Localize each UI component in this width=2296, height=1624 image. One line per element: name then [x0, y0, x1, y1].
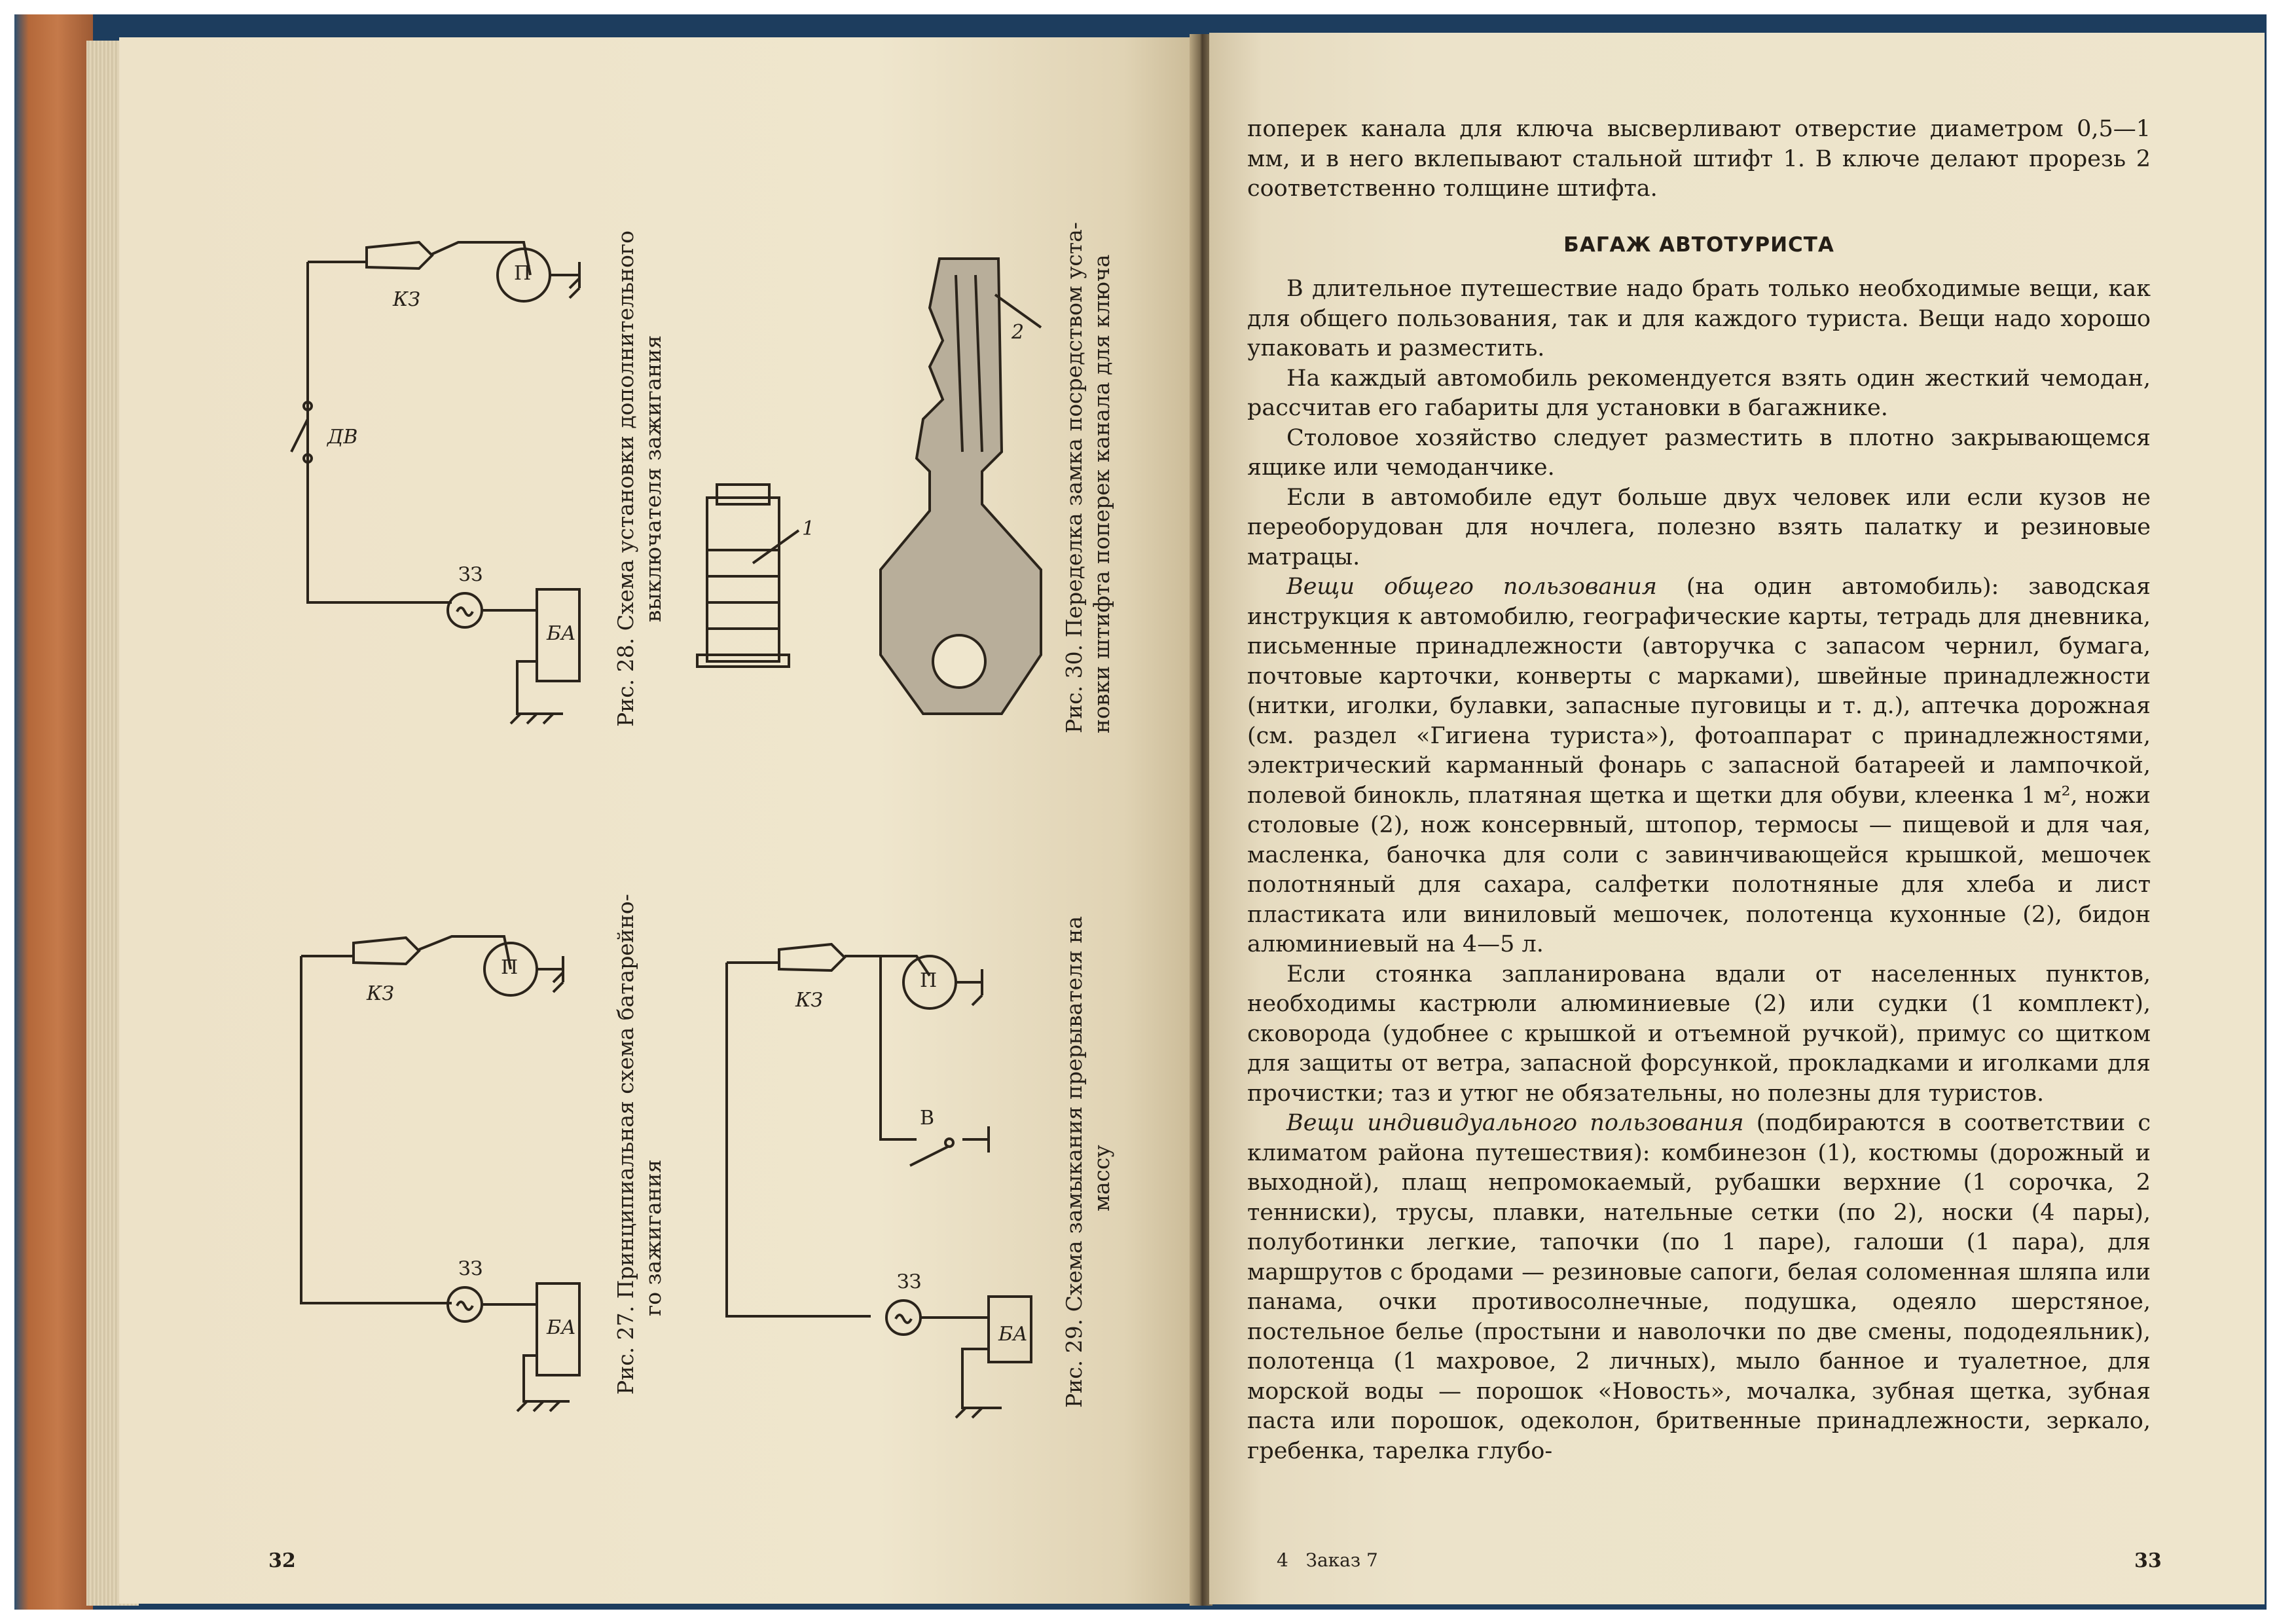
- fig27-distributor-label: П: [501, 956, 519, 979]
- fig27-coil-label: КЗ: [367, 982, 394, 1005]
- fig28-caption-line2: выключателя зажигания: [640, 335, 666, 623]
- general-use-text: (на один автомобиль): заводская инструкция к автомобилю, географические карты, тетрадь для дневника, письменные принадлежности (авторучка с запасом чернил, бумага, почтовые карточки, конверты с марками), швейные принадлежности (нитки, иголки, булавки, запасные пуговицы и т. д.), аптечка дорожная (см. раздел «Гигиена туриста»), фотоаппарат с принадлежностями, электрический карманный фонарь с запасной батареей и лампочкой, полевой бинокль, платяная щетка и щетки для обуви, клеенка 1 м², ножи столовые (2), нож консервный, штопор, термосы — пищевой и для чая, масленка, баночка для соли с завинчивающейся крышкой, мешочек полотняный для сахара, салфетки полотняные для хлеба и лист пластиката или виниловый мешочек, полотенца кухонные (2), бидон алюминиевый на 4—5 л.: [1247, 574, 2151, 957]
- general-use-paragraph: [1247, 572, 2151, 960]
- fig29-caption-line1: Рис. 29. Схема замыкания прерывателя на: [1061, 915, 1087, 1408]
- fig27-caption-line2: го зажигания: [640, 1159, 666, 1316]
- fig29-caption-line2: массу: [1089, 1145, 1114, 1211]
- paragraph: Если в автомобиле едут больше двух человек или если кузов не переоборудован для ночлега, полезно взять палатку и резиновые матрацы.: [1247, 484, 2151, 570]
- fig28-schematic: [291, 242, 579, 724]
- fig27-schematic: [301, 936, 579, 1411]
- remote-paragraph: Если стоянка запланирована вдали от населенных пунктов, необходимы кастрюли алюминиевые (2) или судки (1 комплект), сковорода (удобнее с крышкой и отъемной ручкой), примус со щитком для защиты от ветра, запасной форсункой, прокладками и иголками для прочистки; таз и утюг не обязательны, но полезны для туристов.: [1247, 961, 2151, 1107]
- fig29-caption: [1061, 916, 1116, 1408]
- fig28-caption: [612, 231, 667, 727]
- fig28-caption-line1: Рис. 28. Схема установки дополнительного: [613, 231, 638, 727]
- fig28-distributor-label: П: [514, 262, 532, 285]
- fig30-caption: [1061, 222, 1116, 733]
- paragraph: Столовое хозяйство следует разместить в плотно закрывающемся ящике или чемоданчике.: [1247, 424, 2151, 481]
- fig27-caption-line1: Рис. 27. Принципиальная схема батарейно-: [613, 894, 638, 1395]
- fig29-coil-label: КЗ: [795, 989, 823, 1012]
- fig30-slot-label: 2: [1011, 321, 1025, 344]
- fig27-generator-label: ЗЗ: [458, 1257, 483, 1280]
- section-heading: БАГАЖ АВТОТУРИСТА: [1563, 232, 1834, 257]
- general-use-lead: Вещи общего пользования: [1286, 574, 1657, 600]
- fig28-coil-label: КЗ: [393, 288, 420, 311]
- fig27-caption: [612, 894, 667, 1395]
- paragraph: На каждый автомобиль рекомендуется взять один жесткий чемодан, рассчитав его габариты для установки в багажнике.: [1247, 365, 2151, 421]
- fig28-switch-label: ДВ: [327, 426, 358, 449]
- right-page-text: [1247, 115, 2151, 1466]
- footer-order-mark: 4 Заказ 7: [1277, 1549, 1378, 1571]
- left-page-number: 32: [268, 1549, 296, 1572]
- continuation-paragraph: поперек канала для ключа высверливают отверстие диаметром 0,5—1 мм, и в него вклепывают стальной штифт 1. В ключе делают прорезь 2 соответственно толщине штифта.: [1247, 116, 2151, 202]
- fig28-battery-label: БА: [547, 622, 576, 645]
- individual-use-paragraph: [1247, 1109, 2151, 1466]
- fig28-generator-label: ЗЗ: [458, 563, 483, 586]
- fig27-battery-label: БА: [547, 1316, 576, 1339]
- fig30-caption-line1: Рис. 30. Переделка замка посредством уста-: [1061, 222, 1087, 733]
- fig29-distributor-label: П: [920, 969, 938, 992]
- fig29-schematic: [727, 944, 1031, 1418]
- fig30-caption-line2: новки штифта поперек канала для ключа: [1089, 254, 1114, 733]
- fig30-lock-drawing: [697, 485, 799, 667]
- individual-use-lead: Вещи индивидуального пользования: [1286, 1110, 1744, 1136]
- fig30-pin-label: 1: [802, 517, 815, 540]
- right-page-number: 33: [2134, 1549, 2162, 1572]
- fig29-battery-label: БА: [998, 1323, 1028, 1346]
- individual-use-text: (подбираются в соответствии с климатом района путешествия): комбинезон (1), костюмы (дорожный и выходной), плащ непромокаемый, рубашки верхние (1 сорочка, 2 тенниски), трусы, плавки, нательные сетки (по 2), носки (4 пары), полуботинки легкие, тапочки (по 1 паре), галоши (1 пара), для маршрутов с бродами — резиновые сапоги, белая соломенная шляпа или панама, очки противосолнечные, подушка, одеяло шерстяное, постельное белье (простыни и наволочки по две смены, пододеяльник), полотенца (1 махровое, 2 личных), мыло банное и туалетное, для морской воды — порошок «Новость», мочалка, зубная щетка, зубная паста или порошок, одеколон, бритвенные принадлежности, зеркало, гребенка, тарелка глубо-: [1247, 1110, 2151, 1464]
- fig29-switch-label: В: [920, 1107, 935, 1130]
- fig29-generator-label: ЗЗ: [897, 1270, 922, 1293]
- paragraph: В длительное путешествие надо брать только необходимые вещи, как для общего пользования, так и для каждого туриста. Вещи надо хорошо упаковать и разместить.: [1247, 276, 2151, 361]
